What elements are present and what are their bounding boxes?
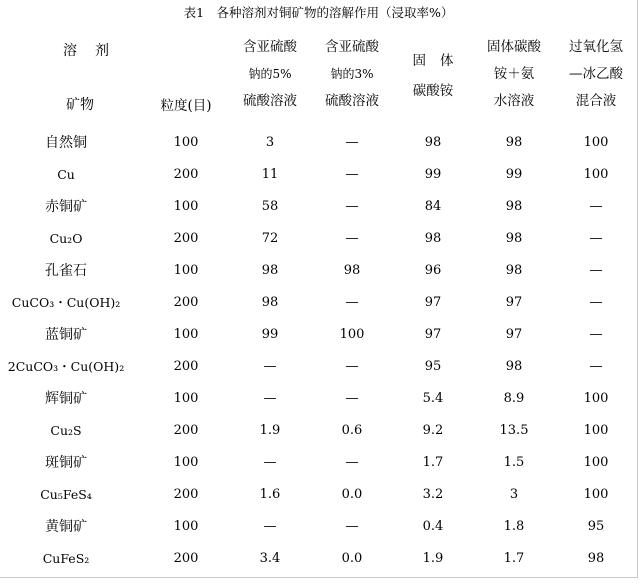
- value-cell: 100: [583, 135, 609, 150]
- header-solvent-label: 溶剂: [63, 43, 127, 59]
- value-cell: 98: [424, 231, 442, 246]
- value-cell: —: [263, 519, 277, 534]
- value-cell: 98: [505, 263, 523, 278]
- mineral-cell: 斑铜矿: [45, 455, 87, 471]
- mineral-cell: 孔雀石: [45, 263, 87, 279]
- value-cell: 98: [424, 135, 442, 150]
- value-cell: 72: [261, 231, 279, 246]
- value-cell: —: [345, 199, 359, 214]
- size-cell: 200: [173, 423, 199, 438]
- header-col2-line1: 含亚硫酸: [325, 39, 379, 55]
- size-cell: 200: [173, 231, 199, 246]
- value-cell: 98: [505, 199, 523, 214]
- value-cell: —: [589, 295, 603, 310]
- size-cell: 200: [173, 551, 199, 566]
- value-cell: —: [345, 391, 359, 406]
- value-cell: —: [345, 519, 359, 534]
- value-cell: 3.2: [422, 487, 444, 502]
- header-mineral-label: 矿物: [66, 97, 94, 113]
- value-cell: 1.7: [422, 455, 444, 470]
- size-cell: 200: [173, 167, 199, 182]
- value-cell: —: [345, 359, 359, 374]
- table-row: [0, 127, 637, 159]
- table-row: [0, 543, 637, 575]
- value-cell: —: [589, 199, 603, 214]
- value-cell: 98: [505, 135, 523, 150]
- header-col1-line3: 硫酸溶液: [243, 93, 297, 109]
- value-cell: —: [589, 327, 603, 342]
- value-cell: 3: [509, 487, 519, 502]
- mineral-cell: Cu₂S: [50, 423, 82, 438]
- value-cell: 0.0: [341, 551, 363, 566]
- value-cell: 1.9: [259, 423, 281, 438]
- value-cell: 0.4: [422, 519, 444, 534]
- header-col1-line2: 钠的5%: [248, 67, 292, 81]
- table-row: [0, 159, 637, 191]
- value-cell: 97: [424, 295, 442, 310]
- value-cell: 84: [424, 199, 442, 214]
- value-cell: 58: [261, 199, 279, 214]
- value-cell: 100: [583, 391, 609, 406]
- value-cell: 1.5: [503, 455, 525, 470]
- value-cell: 100: [583, 423, 609, 438]
- value-cell: 95: [587, 519, 605, 534]
- value-cell: 99: [505, 167, 523, 182]
- table-row: [0, 223, 637, 255]
- size-cell: 100: [173, 455, 199, 470]
- header-col4-line2: 铵＋氨: [493, 66, 535, 82]
- header-col-sulfite-5: [228, 34, 312, 115]
- value-cell: 8.9: [503, 391, 525, 406]
- mineral-cell: CuCO₃・Cu(OH)₂: [11, 295, 121, 310]
- value-cell: 3: [265, 135, 275, 150]
- mineral-cell: Cu₅FeS₄: [40, 487, 92, 502]
- value-cell: 0.6: [341, 423, 363, 438]
- value-cell: 98: [261, 295, 279, 310]
- header-col4-line3: 水溶液: [493, 93, 535, 109]
- value-cell: 98: [343, 263, 361, 278]
- header-col-ammonium-carbonate: [398, 46, 468, 106]
- header-size-label: 粒度(目): [160, 98, 212, 114]
- value-cell: 98: [505, 231, 523, 246]
- value-cell: 95: [424, 359, 442, 374]
- size-cell: 100: [173, 199, 199, 214]
- size-cell: 200: [173, 295, 199, 310]
- table-row: [0, 351, 637, 383]
- mineral-cell: 自然铜: [45, 135, 87, 151]
- value-cell: 0.0: [341, 487, 363, 502]
- value-cell: 100: [583, 487, 609, 502]
- mineral-cell: Cu₂O: [49, 231, 83, 246]
- value-cell: 100: [339, 327, 365, 342]
- table-row: [0, 255, 637, 287]
- mineral-cell: CuFeS₂: [42, 551, 90, 566]
- size-cell: 200: [173, 359, 199, 374]
- size-cell: 200: [173, 487, 199, 502]
- header-col-sulfite-3: [310, 34, 394, 115]
- value-cell: —: [345, 231, 359, 246]
- value-cell: 98: [505, 359, 523, 374]
- value-cell: —: [345, 167, 359, 182]
- value-cell: 97: [424, 327, 442, 342]
- value-cell: 1.8: [503, 519, 525, 534]
- size-cell: 100: [173, 519, 199, 534]
- value-cell: —: [263, 391, 277, 406]
- header-col2-line2: 钠的3%: [330, 67, 374, 81]
- value-cell: 1.6: [259, 487, 281, 502]
- value-cell: 97: [505, 327, 523, 342]
- table-row: [0, 479, 637, 511]
- value-cell: 98: [587, 551, 605, 566]
- value-cell: 97: [505, 295, 523, 310]
- value-cell: 5.4: [422, 391, 444, 406]
- mineral-cell: Cu: [57, 167, 75, 182]
- header-col1-line1: 含亚硫酸: [243, 39, 297, 55]
- value-cell: 3.4: [259, 551, 281, 566]
- table-row: [0, 287, 637, 319]
- value-cell: 98: [261, 263, 279, 278]
- value-cell: —: [345, 455, 359, 470]
- mineral-cell: 黄铜矿: [45, 519, 87, 535]
- mineral-cell: 蓝铜矿: [45, 327, 87, 343]
- mineral-cell: 2CuCO₃・Cu(OH)₂: [7, 359, 125, 374]
- table-row: [0, 319, 637, 351]
- value-cell: 1.7: [503, 551, 525, 566]
- value-cell: —: [345, 135, 359, 150]
- value-cell: —: [589, 359, 603, 374]
- table-row: [0, 511, 637, 543]
- header-col5-line1: 过氧化氢: [569, 39, 623, 55]
- value-cell: 99: [261, 327, 279, 342]
- header-col4-line1: 固体碳酸: [487, 39, 541, 55]
- table-row: [0, 447, 637, 479]
- header-col3-line1: 固体: [412, 53, 468, 69]
- value-cell: 9.2: [422, 423, 444, 438]
- table-row: [0, 383, 637, 415]
- mineral-cell: 辉铜矿: [45, 391, 87, 407]
- value-cell: 96: [424, 263, 442, 278]
- value-cell: 11: [261, 167, 279, 182]
- value-cell: 100: [583, 167, 609, 182]
- size-cell: 100: [173, 263, 199, 278]
- header-col2-line3: 硫酸溶液: [325, 93, 379, 109]
- header-col5-line2: —冰乙酸: [569, 66, 623, 82]
- value-cell: —: [345, 295, 359, 310]
- header-col3-line2: 碳酸铵: [412, 83, 454, 99]
- table-row: [0, 415, 637, 447]
- value-cell: 99: [424, 167, 442, 182]
- table-row: [0, 191, 637, 223]
- size-cell: 100: [173, 391, 199, 406]
- value-cell: 1.9: [422, 551, 444, 566]
- value-cell: —: [263, 359, 277, 374]
- size-cell: 100: [173, 327, 199, 342]
- header-col-ammonium-ammonia: [474, 34, 554, 115]
- value-cell: —: [263, 455, 277, 470]
- value-cell: 100: [583, 455, 609, 470]
- value-cell: —: [589, 231, 603, 246]
- mineral-cell: 赤铜矿: [45, 199, 87, 215]
- value-cell: 13.5: [499, 423, 529, 438]
- header-col-peroxide-acetic: [556, 34, 636, 115]
- table-title: 表1 各种溶剂对铜矿物的溶解作用（浸取率%）: [183, 5, 454, 20]
- size-cell: 100: [173, 135, 199, 150]
- value-cell: —: [589, 263, 603, 278]
- header-col5-line3: 混合液: [575, 93, 617, 109]
